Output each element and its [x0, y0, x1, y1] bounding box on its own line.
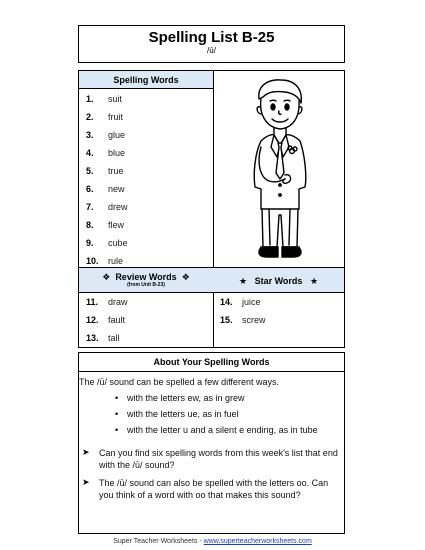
review-symbol-right: ❖ — [181, 272, 190, 282]
item-number: 14. — [220, 297, 233, 307]
list-item — [79, 216, 124, 234]
item-number: 6. — [86, 184, 94, 194]
list-item — [79, 144, 125, 162]
item-word: cube — [108, 238, 128, 248]
item-number: 15. — [220, 315, 233, 325]
list-item — [79, 108, 123, 126]
bullet-marker: • — [115, 409, 119, 419]
item-word: draw — [108, 297, 128, 307]
about-intro: The /ū/ sound can be spelled a few different ways. — [79, 377, 279, 387]
item-number: 4. — [86, 148, 94, 158]
list-item — [79, 311, 125, 329]
star-words-header — [213, 267, 344, 293]
about-heading: About Your Spelling Words — [153, 357, 270, 367]
item-word: tall — [108, 333, 120, 343]
list-item — [79, 126, 125, 144]
item-word: screw — [242, 315, 266, 325]
star-symbol-left: ★ — [238, 276, 248, 286]
question-2: The /ū/ sound can also be spelled with the letters oo. Can you think of a word with oo that makes this sound? — [99, 478, 329, 500]
item-number: 5. — [86, 166, 94, 176]
item-word: drew — [108, 202, 128, 212]
list-item — [213, 293, 261, 311]
item-word: new — [108, 184, 125, 194]
item-word: blue — [108, 148, 126, 158]
footer-text: Super Teacher Worksheets - — [113, 538, 204, 545]
bullet-marker: • — [115, 393, 119, 403]
about-box — [78, 352, 345, 534]
boy-in-suit-illustration — [229, 77, 329, 263]
item-word: flew — [108, 220, 125, 230]
item-word: glue — [108, 130, 126, 140]
item-number: 9. — [86, 238, 94, 248]
item-word: suit — [108, 94, 123, 104]
review-words-subheading: (from Unit B-23) — [127, 282, 165, 288]
item-word: true — [108, 166, 124, 176]
list-item — [79, 234, 128, 252]
item-number: 11. — [86, 297, 99, 307]
item-number: 2. — [86, 112, 94, 122]
review-words-title: Review Words — [115, 272, 177, 282]
item-number: 3. — [86, 130, 94, 140]
list-item — [79, 90, 122, 108]
bullet-marker: • — [115, 425, 119, 435]
bullet-3: with the letter u and a silent e ending, as in tube — [127, 425, 318, 435]
footer — [0, 538, 425, 545]
list-item — [79, 329, 120, 347]
list-item — [79, 180, 125, 198]
item-number: 1. — [86, 94, 94, 104]
item-number: 12. — [86, 315, 99, 325]
item-word: juice — [242, 297, 261, 307]
item-number: 10. — [86, 256, 99, 266]
item-number: 8. — [86, 220, 94, 230]
bullet-2: with the letters ue, as in fuel — [127, 409, 239, 419]
page-subtitle: /ū/ — [207, 46, 216, 55]
word-list-box — [78, 70, 345, 348]
title-box — [78, 25, 345, 63]
list-item — [79, 162, 124, 180]
bullet-1: with the letters ew, as in grew — [127, 393, 245, 403]
list-item — [79, 293, 128, 311]
list-item — [79, 198, 128, 216]
item-word: fault — [108, 315, 126, 325]
question-1: Can you find six spelling words from this week's list that end with the /ū/ sound? — [99, 448, 338, 470]
review-words-header — [79, 267, 213, 293]
footer-link[interactable]: www.superteacherworksheets.com — [203, 538, 312, 545]
star-symbol-right: ★ — [309, 276, 319, 286]
arrow-bullet-icon: ➤ — [82, 477, 90, 487]
spelling-words-header: Spelling Words — [79, 71, 213, 89]
page-title: Spelling List B-25 — [148, 29, 275, 46]
item-number: 7. — [86, 202, 94, 212]
star-words-title: Star Words — [254, 276, 303, 286]
about-divider — [79, 371, 344, 372]
item-word: fruit — [108, 112, 124, 122]
arrow-bullet-icon: ➤ — [82, 447, 90, 457]
item-number: 13. — [86, 333, 99, 343]
list-item — [213, 311, 266, 329]
item-word: rule — [108, 256, 124, 266]
review-symbol-left: ❖ — [102, 272, 111, 282]
